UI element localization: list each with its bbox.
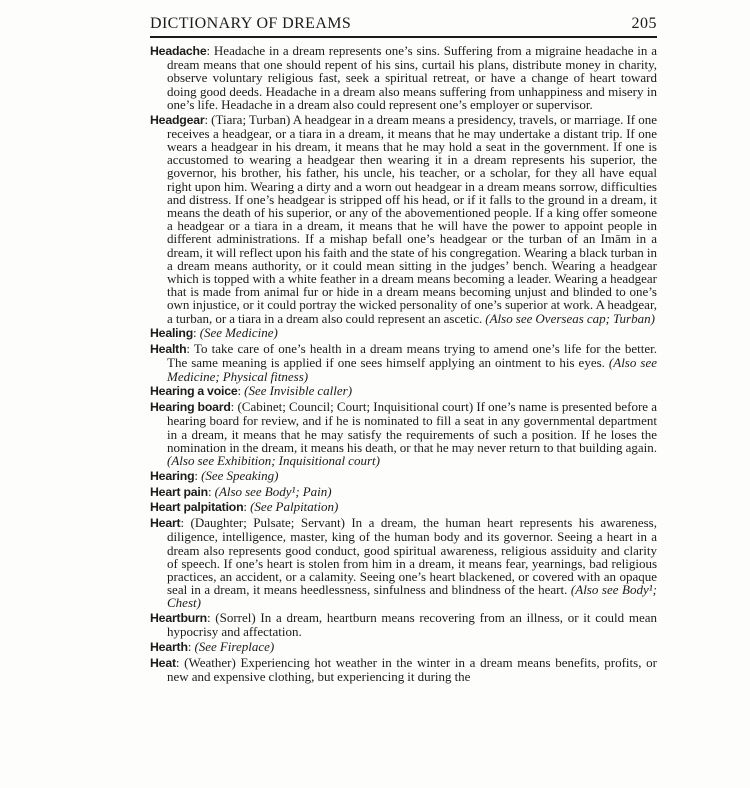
page-number: 205 [631,15,657,32]
dictionary-entry [150,611,657,638]
entry-cross-reference: (See Fireplace) [194,639,275,655]
entry-text: : (Cabinet; Council; Court; Inquisitional court) If one’s name is presented before a hearing board for review, and if he is nominated to fill a seat in any governmental department in a dream, it means that he may satisfy the requirements of such a position. If he loses the nomination in the dream, it means his death, or that he may never return to that building again. [167,399,658,455]
entry-term: Hearing [150,468,195,483]
entry-term: Hearing a voice [150,384,238,399]
entry-term: Headache [150,44,207,58]
entry-cross-reference: (See Palpitation) [250,499,339,515]
dictionary-entry [150,384,657,398]
entry-cross-reference: (Also see Medicine; Physical fitness) [167,355,657,384]
entry-cross-reference: (See Invisible caller) [244,383,353,399]
entry-text: : (Sorrel) In a dream, heartburn means recovering from an illness, or it could mean hypocrisy and affectation. [167,610,657,640]
entry-text: : [187,639,195,655]
entry-text: : [207,483,215,499]
dictionary-entry [150,500,657,514]
dictionary-entry [150,326,657,340]
dictionary-entry [150,469,657,483]
entry-term: Hearing board [150,400,231,415]
dictionary-entry [150,640,657,654]
entry-term: Headgear [150,112,205,127]
entry-cross-reference: (Also see Exhibition; Inquisitional court) [167,453,380,469]
dictionary-entry [150,44,657,111]
entry-text: : [243,499,251,515]
dictionary-entry [150,516,657,609]
entry-text: : [194,467,202,483]
entry-text: : (Daughter; Pulsate; Servant) In a dream, the human heart represents his awareness, diligence, intelligence, master, king of the human body and its governor. Seeing a heart in a dream also represents good conduct, good spiritual awareness, religious assiduity and clarity of speech. If one’s heart is stolen from him in a dream, it means fear, yearnings, bad religious practices, an accident, or a calamity. Seeing one’s heart blackened, or covered with an opaque seal in a dream, it means heedlessness, sinfulness and blindness of the heart. [167,515,657,598]
entry-text: : To take care of one’s health in a dream means trying to amend one’s life for the better. The same meaning is applied if one sees himself applying an ointment to his eyes. [167,341,657,371]
entry-cross-reference: (See Medicine) [199,325,278,341]
header-rule [150,36,657,38]
entry-term: Hearth [150,640,188,655]
entry-text: : (Tiara; Turban) A headgear in a dream means a presidency, travels, or marriage. If one receives a headgear, or a tiara in a dream, it means that he may undertake a distant trip. If one wears a headgear in his dream, it means that he may hold a seat in the government. If one is accustomed to wearing a headgear then wearing it in a dream represents his superior, the governor, his brother, his father, his uncle, his teacher, or a scholar, for they all have equal right upon him. Wearing a dirty and a worn out headgear in a dream means sorrow, difficulties and distress. If one’s headgear is stripped off his head, or if it falls to the ground in a dream, it means the death of his superior, or any of the abovementioned people. If a king offer someone a headgear or a tiara in a dream, it means that he will have the power to appoint people in different administrations. If a mishap befall one’s headgear or the turban of an Imām in a dream, it will reflect upon his faith and the state of his congregation. Wearing a black turban in a dream means authority, or it could mean sitting in the judges’ bench. Wearing a headgear which is topped with a white feather in a dream means becoming a leader. Wearing a headgear that is made from animal fur or hide in a dream means becoming unjust and blinded to one’s own injustice, or it could portray the wicked personality of one’s superior at work. A headgear, a turban, or a tiara in a dream also could represent an ascetic. [167,111,657,326]
entry-term: Heartburn [150,611,207,626]
entry-term: Heart palpitation [150,500,244,515]
entry-term: Health [150,342,187,357]
entry-cross-reference: (Also see Body¹; Chest) [167,582,657,611]
entry-cross-reference: (Also see Body¹; Pain) [214,483,332,499]
dictionary-entry [150,400,657,467]
running-title: DICTIONARY OF DREAMS [150,15,352,32]
dictionary-entry [150,656,657,683]
entry-text: : (Weather) Experiencing hot weather in the winter in a dream means benefits, profits, or new and expensive clothing, but experiencing it during the [167,655,657,685]
entries-list [150,44,657,683]
entry-term: Heart [150,516,181,531]
dictionary-entry [150,342,657,383]
entry-term: Heart pain [150,484,208,499]
dictionary-entry [150,485,657,499]
entry-text: : [237,383,245,399]
entry-cross-reference: (Also see Overseas cap; Turban) [485,310,655,326]
entry-term: Healing [150,326,194,341]
entry-text: : Headache in a dream represents one’s sins. Suffering from a migraine headache in a dream means that one should repent of his sins, curtail his plans, distribute money in charity, observe voluntary religious fast, seek a spiritual retreat, or have a change of heart toward doing good deeds. Headache in a dream also means suffering from unhappiness and misery in one’s life. Headache in a dream also could represent one’s employer or supervisor. [167,43,657,112]
page-header [150,15,657,33]
dictionary-entry [150,113,657,325]
entry-text: : [193,325,200,341]
entry-cross-reference: (See Speaking) [201,467,279,483]
entry-term: Heat [150,656,176,671]
